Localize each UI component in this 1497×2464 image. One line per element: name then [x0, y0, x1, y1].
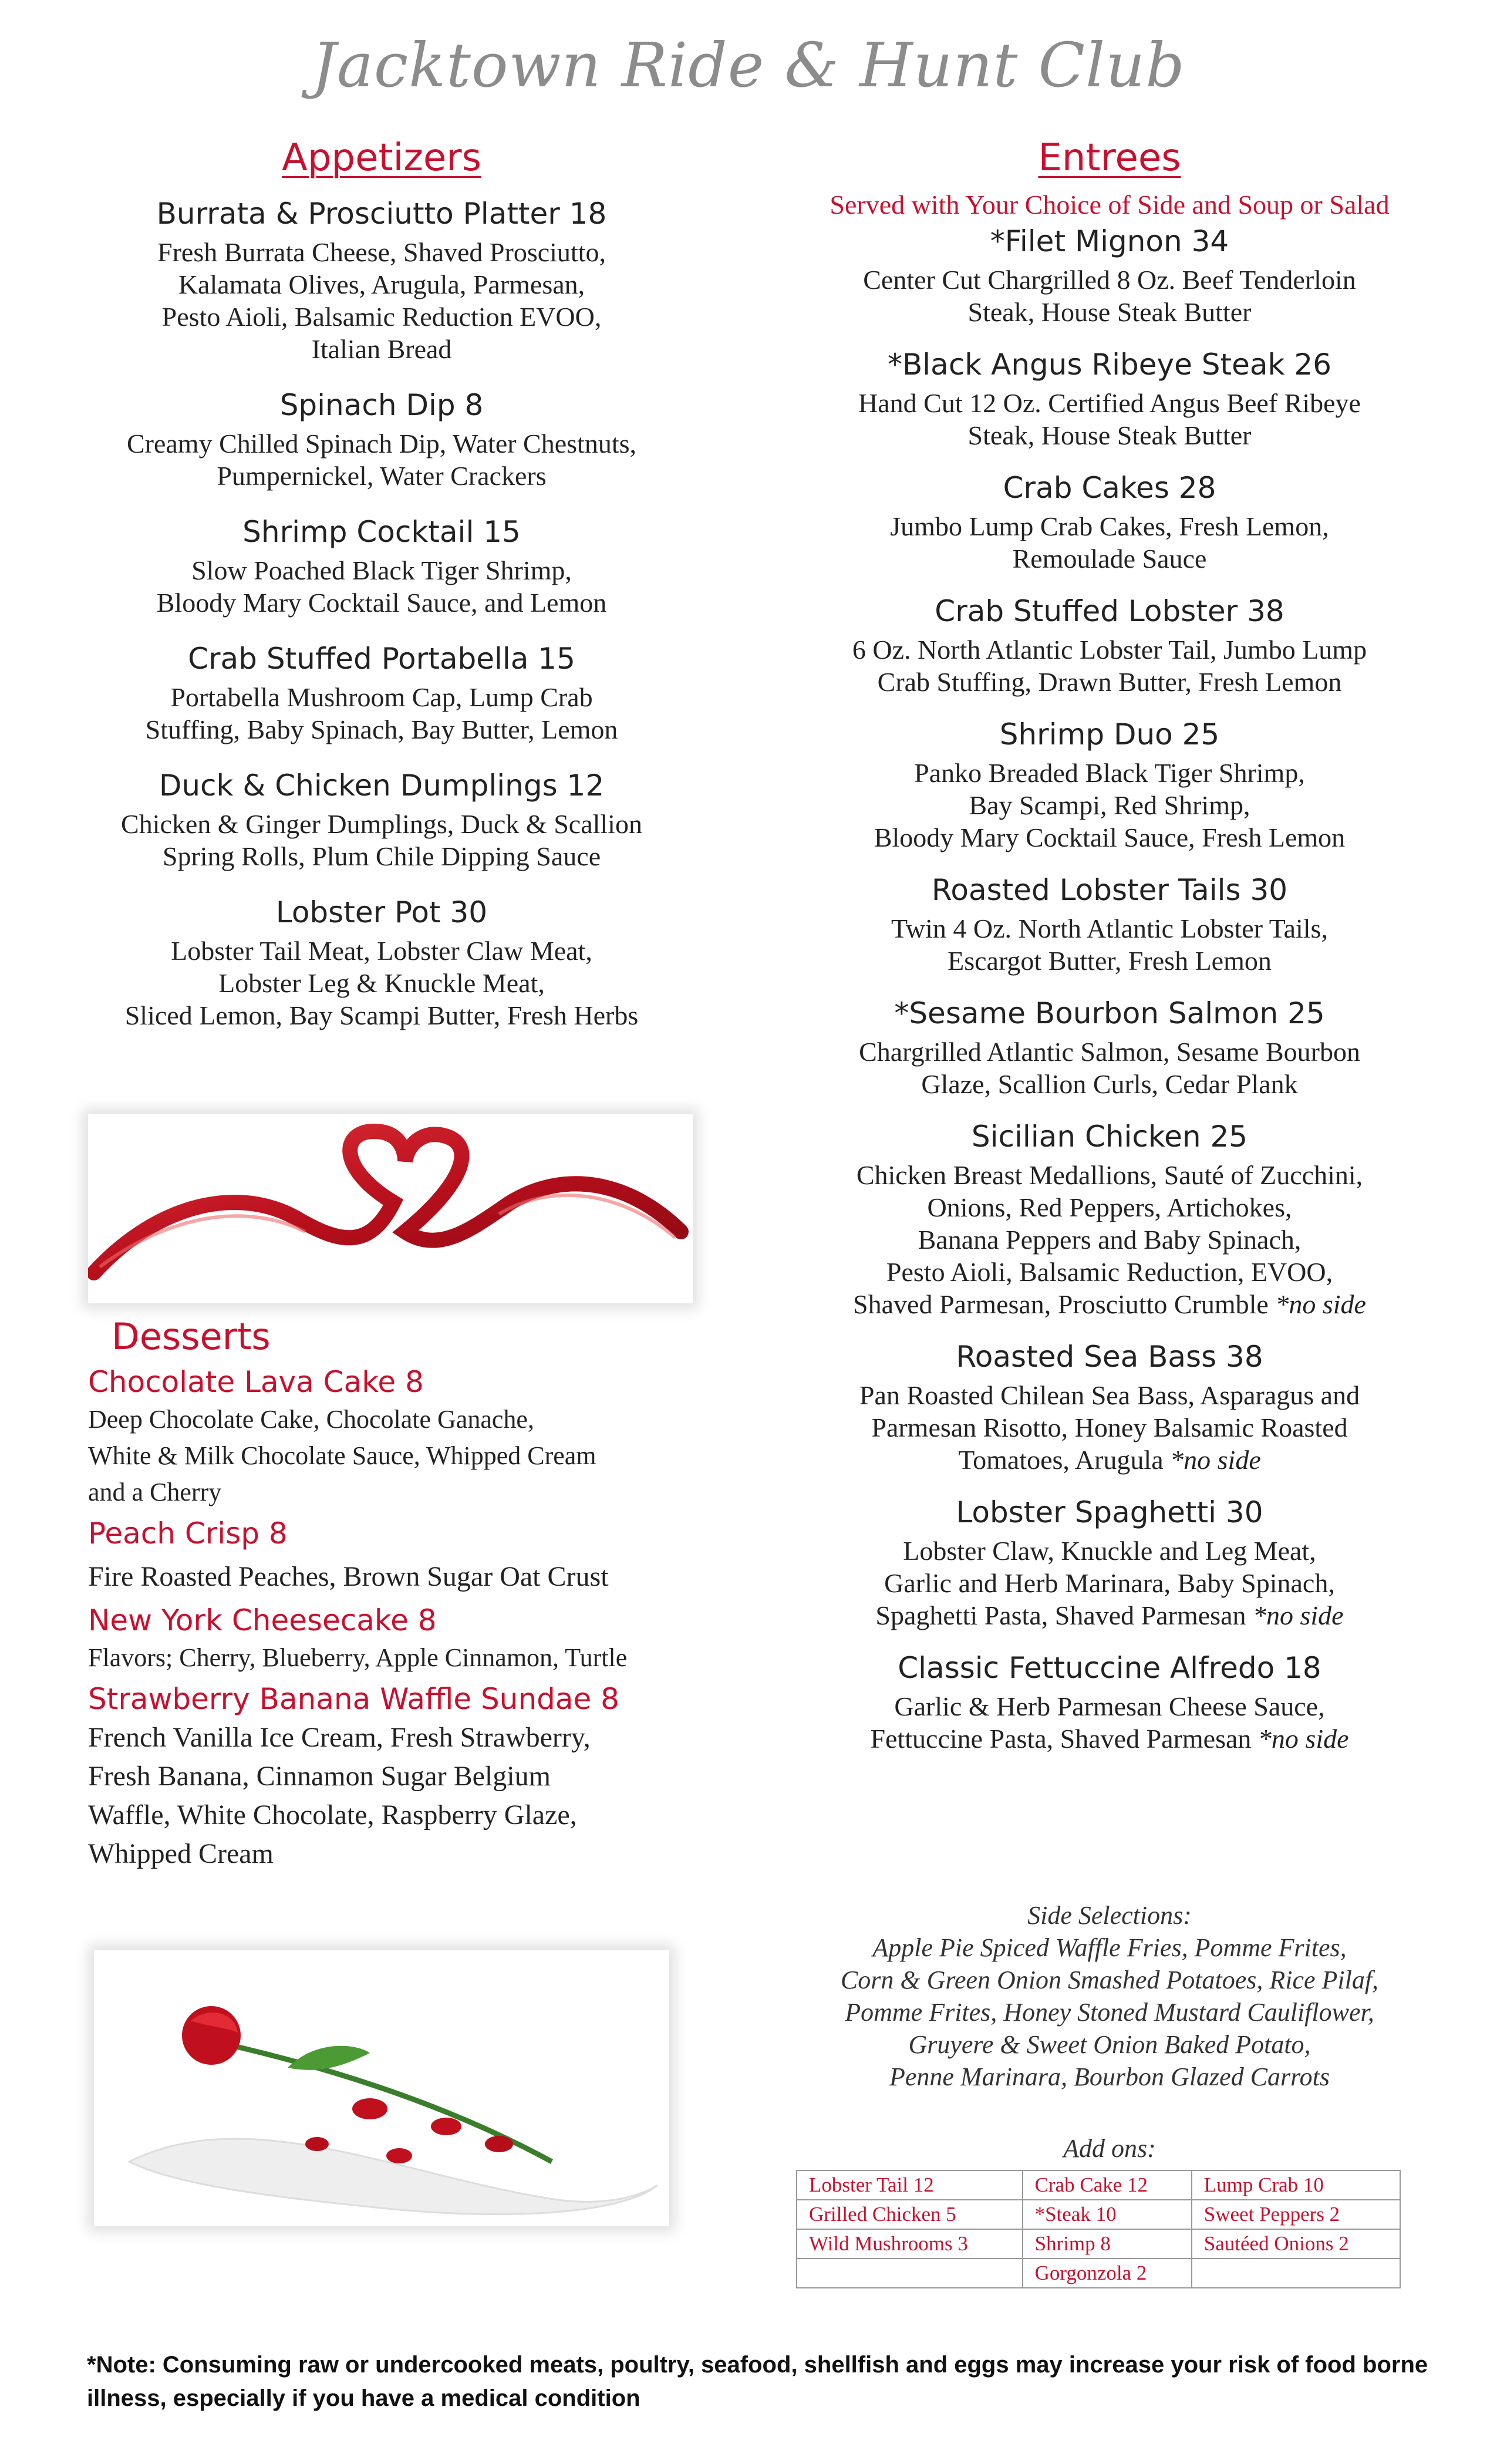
no-side-note: *no side	[1275, 1289, 1366, 1319]
entree-description-line	[793, 789, 1427, 821]
addon-cell	[797, 2259, 1023, 2288]
entree-description-line	[793, 945, 1427, 977]
appetizer-item	[76, 513, 687, 619]
entree-name: Classic Fettuccine Alfredo 18	[898, 1651, 1321, 1685]
health-warning-note: *Note: Consuming raw or undercooked meats, poultry, seafood, shellfish and eggs may increase your risk of food borne illness, especially if you have a medical condition	[87, 2352, 1428, 2411]
entree-description-text: Spaghetti Pasta, Shaved Parmesan	[875, 1600, 1246, 1630]
entree-description-text: Jumbo Lump Crab Cakes, Fresh Lemon,	[890, 511, 1329, 541]
entree-description-text: Hand Cut 12 Oz. Certified Angus Beef Ribeye	[858, 388, 1361, 418]
dessert-name: Chocolate Lava Cake 8	[88, 1365, 424, 1399]
entree-name: *Black Angus Ribeye Steak 26	[887, 348, 1332, 382]
addons-row	[797, 2259, 1400, 2288]
desserts-heading: Desserts	[112, 1315, 271, 1358]
appetizer-description-line: Pesto Aioli, Balsamic Reduction EVOO,	[161, 302, 602, 332]
entree-description-line	[793, 264, 1427, 296]
entree-description-text: Crab Stuffing, Drawn Butter, Fresh Lemon	[877, 667, 1342, 697]
dessert-item	[88, 1680, 710, 1873]
entree-description-line	[793, 1535, 1427, 1567]
appetizer-description-line: Kalamata Olives, Arugula, Parmesan,	[178, 269, 585, 299]
entree-description-text: Garlic & Herb Parmesan Cheese Sauce,	[894, 1691, 1325, 1721]
addons-section	[793, 2132, 1427, 2165]
entree-description-text: Lobster Claw, Knuckle and Leg Meat,	[903, 1536, 1316, 1566]
appetizer-description-line: Portabella Mushroom Cap, Lump Crab	[170, 682, 593, 712]
entree-description-text: Fettuccine Pasta, Shaved Parmesan	[870, 1724, 1252, 1754]
entree-name: Sicilian Chicken 25	[971, 1120, 1248, 1154]
entree-item	[793, 346, 1427, 451]
dessert-description-line: Whipped Cream	[88, 1838, 274, 1869]
entree-description	[793, 912, 1427, 977]
entree-description-line	[793, 633, 1427, 666]
entree-description-line	[793, 542, 1427, 575]
entree-name: Roasted Lobster Tails 30	[931, 873, 1288, 907]
appetizer-description-line: Creamy Chilled Spinach Dip, Water Chestnuts,	[126, 429, 637, 459]
dessert-description	[88, 1718, 710, 1873]
appetizer-list	[76, 195, 687, 1032]
rose-image	[94, 1950, 669, 2226]
entree-name: Crab Cakes 28	[1003, 471, 1216, 505]
entree-name: *Filet Mignon 34	[990, 224, 1229, 258]
entree-description-line	[793, 1599, 1427, 1632]
entree-description-line	[793, 1036, 1427, 1068]
appetizer-description-line: Italian Bread	[311, 334, 452, 364]
appetizer-name: Duck & Chicken Dumplings 12	[159, 768, 605, 803]
appetizer-description	[76, 236, 687, 365]
rose-icon	[94, 1950, 669, 2226]
entree-item	[793, 1494, 1427, 1632]
entree-description-line	[793, 1288, 1427, 1320]
appetizer-description	[76, 554, 687, 619]
entree-description	[793, 1535, 1427, 1632]
side-option-line: Pomme Frites, Honey Stoned Mustard Cauliflower,	[845, 1998, 1374, 2027]
addons-row	[797, 2200, 1400, 2229]
sides-heading: Side Selections:	[1027, 1901, 1192, 1930]
desserts-section	[88, 1315, 710, 1877]
addons-table	[796, 2170, 1401, 2288]
entree-item	[793, 716, 1427, 854]
appetizer-description-line: Sliced Lemon, Bay Scampi Butter, Fresh Herbs	[124, 1000, 639, 1030]
dessert-description-line: Fire Roasted Peaches, Brown Sugar Oat Crust	[88, 1561, 609, 1592]
appetizer-item	[76, 195, 687, 365]
appetizer-item	[76, 767, 687, 872]
dessert-list	[88, 1363, 710, 1873]
dessert-description	[88, 1640, 710, 1676]
dessert-description-line: French Vanilla Ice Cream, Fresh Strawberry,	[88, 1722, 591, 1753]
appetizer-description-line: Slow Poached Black Tiger Shrimp,	[191, 555, 572, 585]
no-side-note: *no side	[1170, 1445, 1261, 1475]
entree-description-line	[793, 757, 1427, 789]
side-option-line: Apple Pie Spiced Waffle Fries, Pomme Frites,	[872, 1933, 1347, 1962]
addon-cell: Lobster Tail 12	[797, 2170, 1023, 2200]
addon-cell: Wild Mushrooms 3	[797, 2229, 1023, 2259]
appetizer-description-line: Spring Rolls, Plum Chile Dipping Sauce	[162, 841, 601, 871]
entree-name: Shrimp Duo 25	[999, 717, 1220, 751]
entree-description-line	[793, 1159, 1427, 1191]
entree-item	[793, 592, 1427, 698]
entree-description-line	[793, 1411, 1427, 1444]
dessert-description-line: Deep Chocolate Cake, Chocolate Ganache,	[88, 1405, 534, 1434]
side-option-line: Penne Marinara, Bourbon Glazed Carrots	[889, 2062, 1330, 2091]
appetizer-description-line: Bloody Mary Cocktail Sauce, and Lemon	[156, 588, 607, 618]
appetizer-description-line: Pumpernickel, Water Crackers	[217, 461, 547, 491]
entree-description	[793, 1159, 1427, 1320]
no-side-note: *no side	[1253, 1600, 1344, 1630]
entree-description-line	[793, 821, 1427, 854]
entree-description-line	[793, 1223, 1427, 1256]
entree-description-text: Remoulade Sauce	[1012, 544, 1207, 574]
entree-description-line	[793, 1690, 1427, 1723]
appetizer-item	[76, 894, 687, 1032]
entree-list	[793, 223, 1427, 1755]
addon-cell: Crab Cake 12	[1023, 2170, 1192, 2200]
entree-description-text: Chicken Breast Medallions, Sauté of Zucchini,	[856, 1160, 1363, 1190]
entree-item	[793, 223, 1427, 328]
addons-heading: Add ons:	[1063, 2134, 1156, 2163]
heart-ribbon-image	[88, 1114, 693, 1303]
entree-description	[793, 387, 1427, 451]
entree-name: *Sesame Bourbon Salmon 25	[894, 996, 1325, 1030]
entree-item	[793, 1118, 1427, 1320]
served-with-note: Served with Your Choice of Side and Soup or Salad	[830, 190, 1390, 220]
entree-description-line	[793, 1567, 1427, 1599]
dessert-description-line: White & Milk Chocolate Sauce, Whipped Cream	[88, 1441, 596, 1470]
dessert-name: Peach Crisp 8	[88, 1516, 288, 1550]
addon-cell: *Steak 10	[1023, 2200, 1192, 2229]
entree-description-line	[793, 1256, 1427, 1288]
entree-description-text: Steak, House Steak Butter	[967, 297, 1252, 327]
entree-description-line	[793, 1379, 1427, 1411]
sides-section	[793, 1899, 1427, 2093]
appetizer-description-line: Lobster Tail Meat, Lobster Claw Meat,	[171, 936, 592, 966]
appetizer-description-line: Lobster Leg & Knuckle Meat,	[218, 968, 545, 998]
addon-cell	[1192, 2259, 1400, 2288]
heart-ribbon-icon	[88, 1114, 693, 1303]
entree-description-line	[793, 387, 1427, 419]
entree-description-text: Parmesan Risotto, Honey Balsamic Roasted	[871, 1413, 1348, 1442]
entree-description-text: Center Cut Chargrilled 8 Oz. Beef Tenderloin	[863, 265, 1356, 295]
appetizers-section	[76, 136, 687, 1053]
entrees-heading: Entrees	[1038, 136, 1181, 180]
entree-description-text: Chargrilled Atlantic Salmon, Sesame Bourbon	[859, 1037, 1360, 1067]
appetizer-description-line: Stuffing, Baby Spinach, Bay Butter, Lemon	[145, 714, 618, 744]
dessert-name: Strawberry Banana Waffle Sundae 8	[88, 1682, 619, 1716]
appetizer-item	[76, 386, 687, 492]
no-side-note: *no side	[1257, 1724, 1349, 1754]
entree-description-text: Bay Scampi, Red Shrimp,	[969, 790, 1250, 820]
addon-cell: Lump Crab 10	[1192, 2170, 1400, 2200]
entree-description-line	[793, 1444, 1427, 1476]
appetizer-description	[76, 681, 687, 746]
entree-description-line	[793, 912, 1427, 945]
restaurant-title: Jacktown Ride & Hunt Club	[312, 29, 1185, 101]
appetizer-name: Shrimp Cocktail 15	[242, 515, 521, 549]
addon-cell: Grilled Chicken 5	[797, 2200, 1023, 2229]
entree-item	[793, 1338, 1427, 1476]
side-option-line: Corn & Green Onion Smashed Potatoes, Rice Pilaf,	[840, 1966, 1379, 1994]
appetizer-description-line: Fresh Burrata Cheese, Shaved Prosciutto,	[157, 237, 606, 267]
entree-item	[793, 871, 1427, 977]
entree-description-text: Twin 4 Oz. North Atlantic Lobster Tails,	[891, 914, 1328, 943]
entree-description-text: Pan Roasted Chilean Sea Bass, Asparagus and	[859, 1380, 1360, 1410]
dessert-item	[88, 1514, 710, 1596]
entree-description-text: Garlic and Herb Marinara, Baby Spinach,	[884, 1568, 1335, 1598]
appetizer-description	[76, 808, 687, 872]
dessert-description-line: and a Cherry	[88, 1478, 222, 1506]
addon-cell: Shrimp 8	[1023, 2229, 1192, 2259]
entree-description	[793, 1036, 1427, 1100]
dessert-description-line: Flavors; Cherry, Blueberry, Apple Cinnamon, Turtle	[88, 1643, 628, 1672]
appetizer-item	[76, 640, 687, 746]
entree-description-text: Banana Peppers and Baby Spinach,	[918, 1225, 1302, 1255]
entree-description-line	[793, 1068, 1427, 1100]
dessert-item	[88, 1601, 710, 1676]
entree-description	[793, 757, 1427, 854]
entree-item	[793, 995, 1427, 1100]
appetizer-description-line: Chicken & Ginger Dumplings, Duck & Scallion	[121, 809, 642, 839]
appetizer-name: Crab Stuffed Portabella 15	[188, 642, 575, 676]
entree-description-text: 6 Oz. North Atlantic Lobster Tail, Jumbo Lump	[852, 635, 1367, 665]
entrees-section	[793, 136, 1427, 1772]
entree-description	[793, 1379, 1427, 1476]
side-option-line: Gruyere & Sweet Onion Baked Potato,	[908, 2030, 1311, 2059]
entree-description-text: Bloody Mary Cocktail Sauce, Fresh Lemon	[874, 823, 1346, 852]
addon-cell: Sautéed Onions 2	[1192, 2229, 1400, 2259]
entree-item	[793, 469, 1427, 575]
entree-description-text: Steak, House Steak Butter	[967, 420, 1252, 450]
entree-description-line	[793, 1191, 1427, 1223]
entree-item	[793, 1649, 1427, 1755]
entree-description-line	[793, 1723, 1427, 1755]
entree-description-text: Pesto Aioli, Balsamic Reduction, EVOO,	[886, 1257, 1333, 1287]
appetizers-heading: Appetizers	[282, 136, 481, 180]
entree-description-line	[793, 419, 1427, 451]
entree-name: Crab Stuffed Lobster 38	[935, 594, 1284, 628]
dessert-description-line: Waffle, White Chocolate, Raspberry Glaze,	[88, 1799, 577, 1831]
entree-description	[793, 633, 1427, 698]
dessert-description-line: Fresh Banana, Cinnamon Sugar Belgium	[88, 1761, 551, 1792]
entree-description-line	[793, 296, 1427, 328]
entree-name: Lobster Spaghetti 30	[956, 1495, 1263, 1529]
addon-cell: Gorgonzola 2	[1023, 2259, 1192, 2288]
entree-description	[793, 510, 1427, 575]
appetizer-description	[76, 935, 687, 1032]
entree-description-text: Shaved Parmesan, Prosciutto Crumble	[853, 1289, 1269, 1319]
entree-description-text: Tomatoes, Arugula	[958, 1445, 1164, 1475]
entree-name: Roasted Sea Bass 38	[956, 1340, 1263, 1374]
dessert-item	[88, 1363, 710, 1511]
entree-description-line	[793, 666, 1427, 698]
appetizer-name: Spinach Dip 8	[279, 388, 484, 422]
entree-description-text: Panko Breaded Black Tiger Shrimp,	[914, 758, 1305, 788]
dessert-name: New York Cheesecake 8	[88, 1603, 437, 1637]
entree-description-line	[793, 510, 1427, 542]
appetizer-description	[76, 427, 687, 492]
side-lines	[793, 1932, 1427, 2093]
entree-description-text: Glaze, Scallion Curls, Cedar Plank	[921, 1069, 1298, 1099]
addons-row	[797, 2170, 1400, 2200]
entree-description	[793, 264, 1427, 328]
addons-row	[797, 2229, 1400, 2259]
entree-description-text: Onions, Red Peppers, Artichokes,	[927, 1192, 1292, 1222]
entree-description	[793, 1690, 1427, 1755]
appetizer-name: Lobster Pot 30	[275, 895, 488, 929]
entree-description-text: Escargot Butter, Fresh Lemon	[948, 946, 1272, 976]
dessert-description	[88, 1401, 710, 1511]
appetizer-name: Burrata & Prosciutto Platter 18	[156, 197, 607, 231]
addon-cell: Sweet Peppers 2	[1192, 2200, 1400, 2229]
dessert-description	[88, 1558, 710, 1596]
